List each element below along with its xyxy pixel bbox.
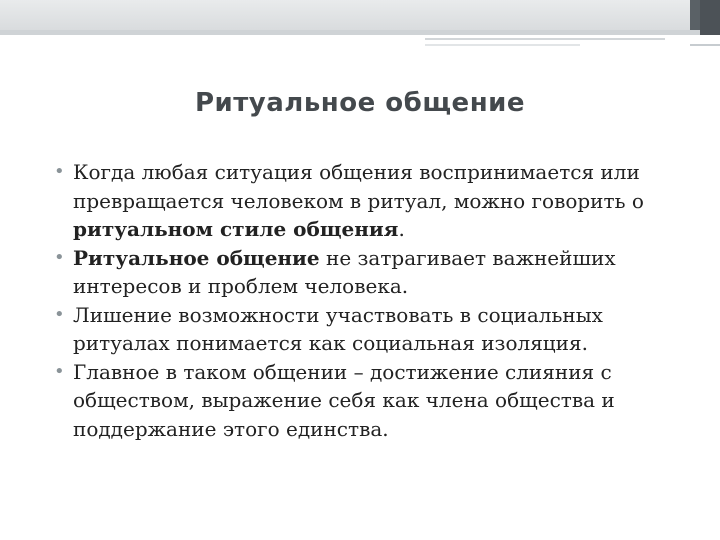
- bullet-marker: •: [54, 161, 65, 182]
- decor-accent-line-corner: [690, 44, 720, 46]
- bullet-text-bold: Ритуальное общение: [73, 245, 320, 270]
- decor-accent-line: [425, 38, 665, 40]
- decor-top-bar: [0, 0, 700, 30]
- bullet-item: [52, 158, 692, 244]
- decor-accent-line-short: [425, 44, 580, 46]
- bullet-list: [52, 158, 692, 443]
- bullet-item: [52, 244, 692, 301]
- bullet-text: Лишение возможности участвовать в социальных ритуалах понимается как социальная изоляция.: [73, 302, 603, 355]
- bullet-text-bold: ритуальном стиле общения: [73, 217, 399, 241]
- bullet-text: не затрагивает важнейших интересов и проблем человека.: [73, 245, 616, 298]
- bullet-marker: •: [54, 246, 65, 268]
- bullet-marker: •: [54, 303, 65, 325]
- decor-top-bar-line: [0, 30, 700, 35]
- decor-corner-block-edge: [700, 0, 720, 35]
- bullet-item: [52, 358, 692, 444]
- bullet-text: Когда любая ситуация общения воспринимается или превращается человеком в ритуал, можно говорить о: [73, 160, 644, 213]
- bullet-text: Главное в таком общении – достижение слияния с обществом, выражение себя как члена общества и поддержание этого единства.: [73, 359, 615, 441]
- slide-title: Ритуальное общение: [194, 88, 526, 118]
- bullet-item: [52, 301, 692, 358]
- bullet-text: .: [398, 217, 405, 241]
- bullet-marker: •: [54, 360, 65, 382]
